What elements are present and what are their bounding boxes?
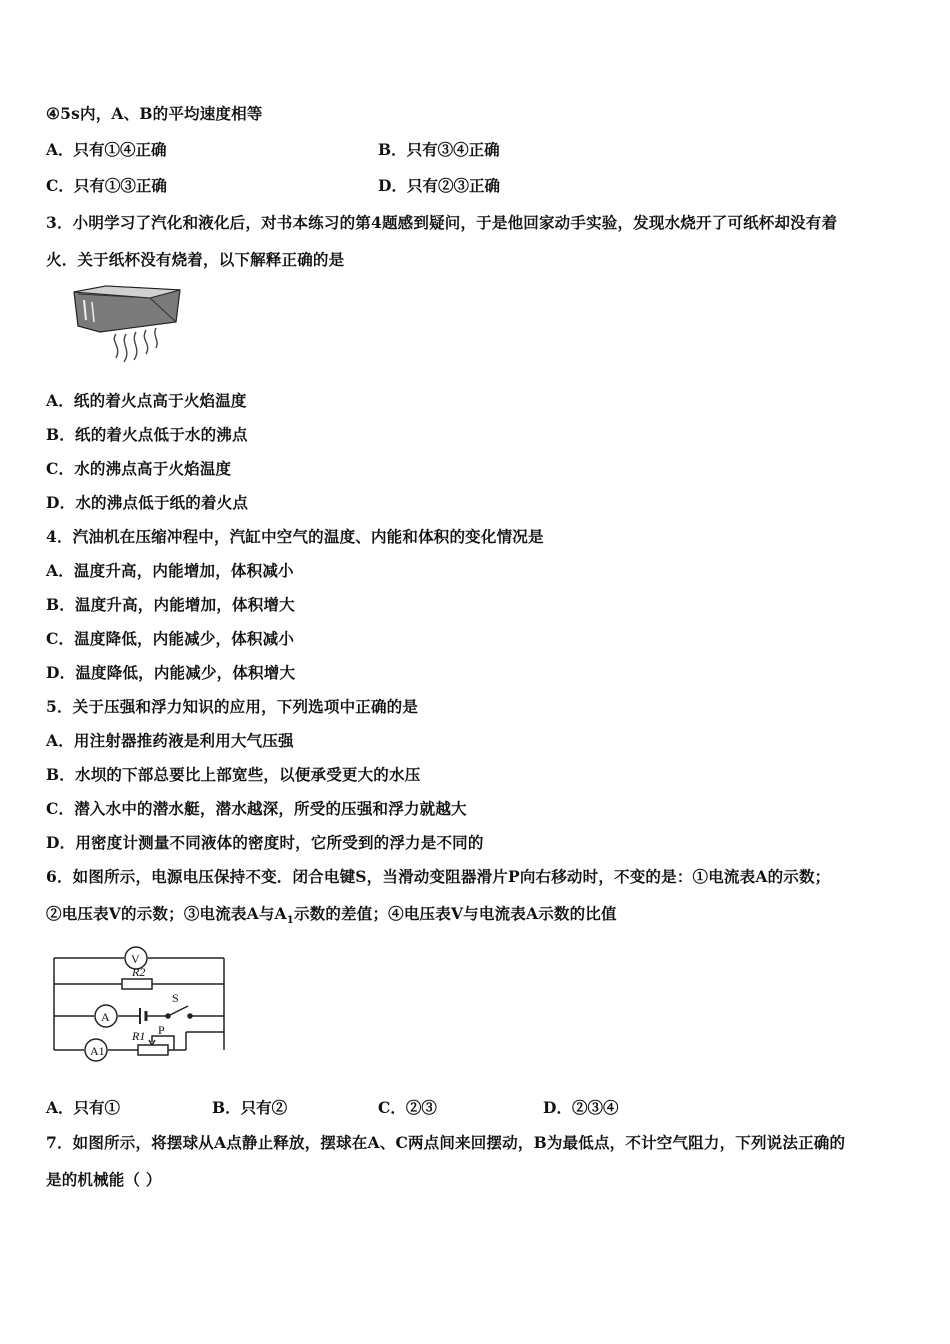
q2-option-b[interactable]: B．只有③④正确 xyxy=(378,140,500,159)
q6-stem-line2: ②电压表V的示数；③电流表A与$A_1$示数的差值；④电压表V与电流表A示数的比值 xyxy=(46,904,617,927)
paper-cup-figure xyxy=(70,280,190,370)
q7-stem-line2: 是的机械能（ ） xyxy=(46,1170,162,1189)
q3-stem-line2: 火．关于纸杯没有烧着，以下解释正确的是 xyxy=(46,250,345,269)
q5-stem: 5．关于压强和浮力知识的应用，下列选项中正确的是 xyxy=(46,697,419,716)
label-v: V xyxy=(131,952,140,966)
q2-option-a[interactable]: A．只有①④正确 xyxy=(46,140,167,159)
q6-stem-line1: 6．如图所示，电源电压保持不变．闭合电键S，当滑动变阻器滑片P向右移动时，不变的是：①电流表A的示数； xyxy=(46,867,831,886)
q7-stem-line1: 7．如图所示，将摆球从A点静止释放，摆球在A、C两点间来回摆动，B为最低点，不计空气阻力，下列说法正确的 xyxy=(46,1133,846,1152)
q4-option-a[interactable]: A．温度升高，内能增加，体积减小 xyxy=(46,561,294,580)
q6-option-d[interactable]: D．②③④ xyxy=(543,1098,619,1117)
label-a: A xyxy=(101,1010,110,1024)
q3-stem-line1: 3．小明学习了汽化和液化后，对书本练习的第4题感到疑问，于是他回家动手实验，发现水烧开了可纸杯却没有着 xyxy=(46,213,838,232)
q3-option-c[interactable]: C．水的沸点高于火焰温度 xyxy=(46,459,232,478)
label-p: P xyxy=(158,1023,165,1037)
q5-option-b[interactable]: B．水坝的下部总要比上部宽些，以便承受更大的水压 xyxy=(46,765,421,784)
switch-s-icon xyxy=(168,1006,188,1016)
q4-option-d[interactable]: D．温度降低，内能减少，体积增大 xyxy=(46,663,296,682)
q6-option-c[interactable]: C．②③ xyxy=(378,1098,437,1117)
label-s: S xyxy=(172,991,179,1005)
rheostat-r1-icon xyxy=(138,1045,168,1055)
q2-option-d[interactable]: D．只有②③正确 xyxy=(378,176,500,195)
label-r1: R1 xyxy=(132,1029,146,1043)
resistor-r2-icon xyxy=(122,979,152,989)
q6-option-b[interactable]: B．只有② xyxy=(212,1098,288,1117)
circuit-diagram xyxy=(48,938,232,1068)
q5-option-c[interactable]: C．潜入水中的潜水艇，潜水越深，所受的压强和浮力就越大 xyxy=(46,799,467,818)
q3-option-d[interactable]: D．水的沸点低于纸的着火点 xyxy=(46,493,249,512)
q4-option-c[interactable]: C．温度降低，内能减少，体积减小 xyxy=(46,629,295,648)
q5-option-d[interactable]: D．用密度计测量不同液体的密度时，它所受到的浮力是不同的 xyxy=(46,833,484,852)
q3-option-a[interactable]: A．纸的着火点高于火焰温度 xyxy=(46,391,247,410)
label-r2: R2 xyxy=(132,965,146,979)
label-a1: A1 xyxy=(90,1044,105,1058)
q4-option-b[interactable]: B．温度升高，内能增加，体积增大 xyxy=(46,595,295,614)
q5-option-a[interactable]: A．用注射器推药液是利用大气压强 xyxy=(46,731,294,750)
q4-stem: 4．汽油机在压缩冲程中，汽缸中空气的温度、内能和体积的变化情况是 xyxy=(46,527,544,546)
q2-option-c[interactable]: C．只有①③正确 xyxy=(46,176,167,195)
q3-option-b[interactable]: B．纸的着火点低于水的沸点 xyxy=(46,425,248,444)
q6-option-a[interactable]: A．只有① xyxy=(46,1098,121,1117)
q2-statement-4: ④5s内，A、B的平均速度相等 xyxy=(46,104,263,123)
